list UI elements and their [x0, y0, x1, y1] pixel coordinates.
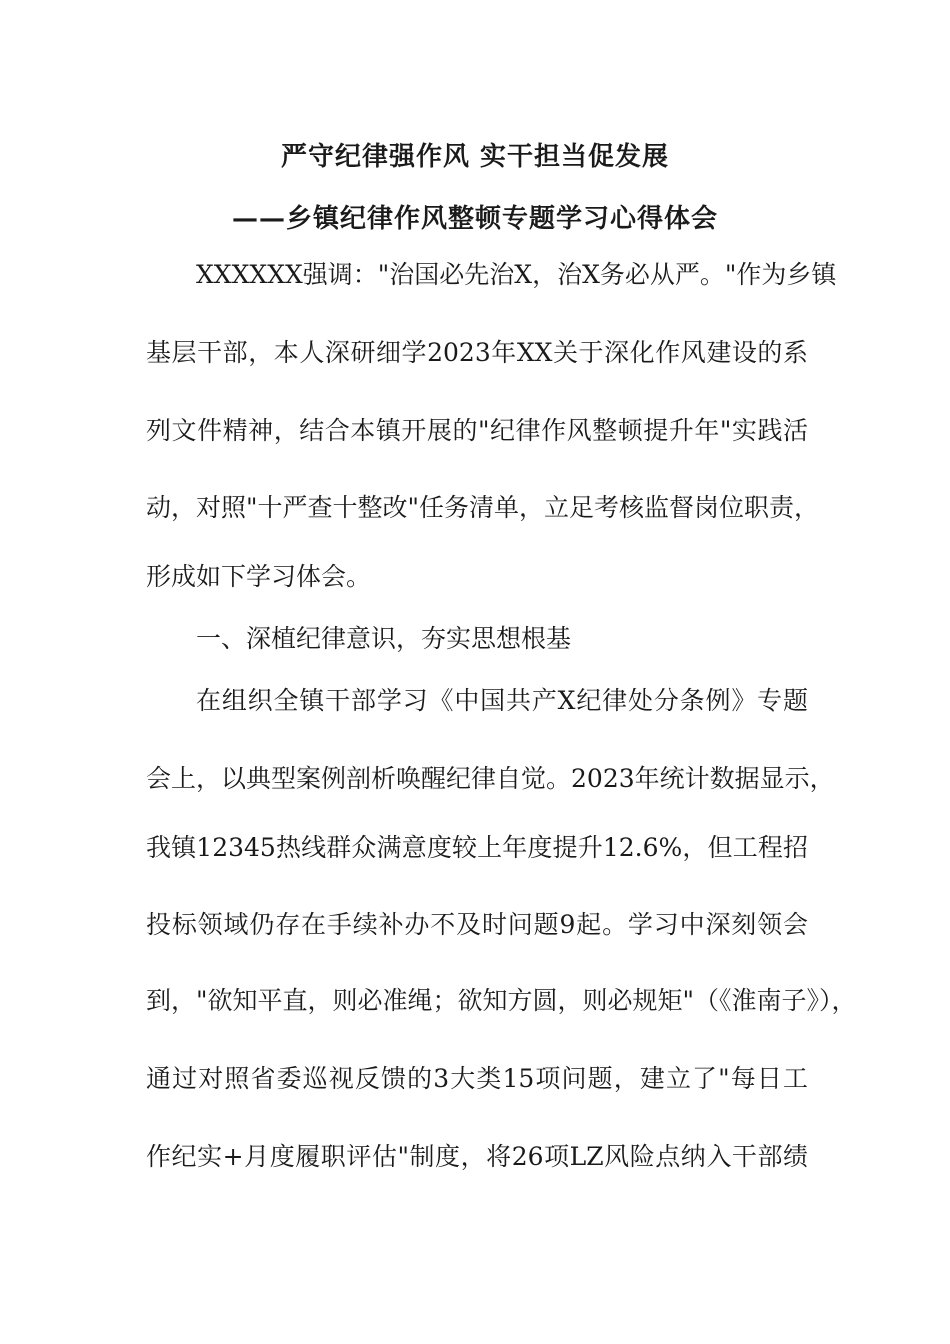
body-line: 动，对照"十严查十整改"任务清单，立足考核监督岗位职责，: [146, 493, 820, 522]
body-line: 通过对照省委巡视反馈的3大类15项问题，建立了"每日工: [146, 1064, 808, 1093]
section-heading: 一、深植纪律意识，夯实思想根基: [196, 624, 572, 653]
body-line: 列文件精神，结合本镇开展的"纪律作风整顿提升年"实践活: [146, 416, 808, 445]
body-line: 我镇12345热线群众满意度较上年度提升12.6%，但工程招: [146, 833, 808, 862]
body-line: 到，"欲知平直，则必准绳；欲知方圆，则必规矩"（《淮南子》），: [146, 986, 857, 1015]
body-line: 会上，以典型案例剖析唤醒纪律自觉。2023年统计数据显示，: [146, 764, 835, 793]
body-line: XXXXXX强调："治国必先治X，治X务必从严。"作为乡镇: [196, 260, 837, 289]
body-line: 在组织全镇干部学习《中国共产X纪律处分条例》专题: [196, 686, 808, 715]
body-line: 基层干部，本人深研细学2023年XX关于深化作风建设的系: [146, 338, 808, 367]
body-line: 作纪实+月度履职评估"制度，将26项LZ风险点纳入干部绩: [146, 1142, 808, 1171]
document-title: 严守纪律强作风 实干担当促发展: [280, 142, 670, 172]
document-subtitle: ——乡镇纪律作风整顿专题学习心得体会: [231, 204, 718, 234]
body-line: 形成如下学习体会。: [146, 562, 372, 591]
body-line: 投标领域仍存在手续补办不及时问题9起。学习中深刻领会: [146, 910, 808, 939]
